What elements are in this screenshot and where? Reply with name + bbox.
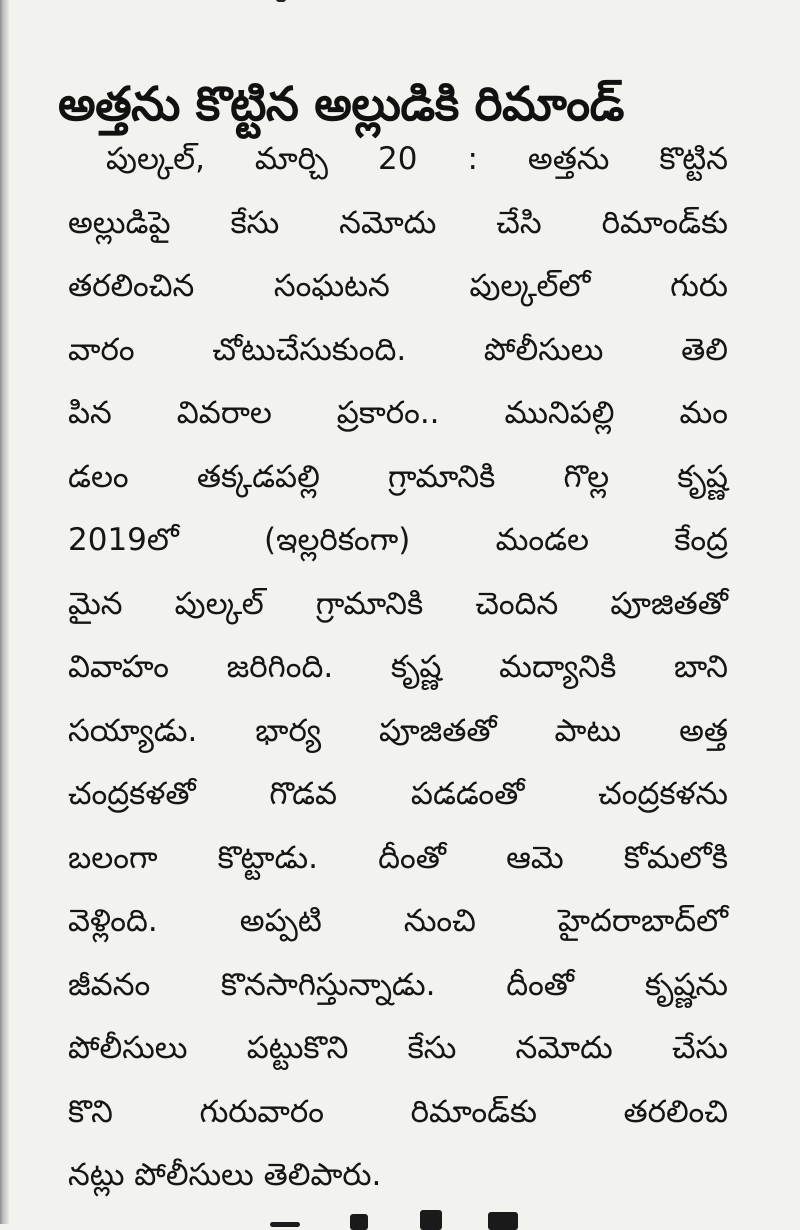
- article-line: వారం చోటుచేసుకుంది. పోలీసులు తెలి: [68, 331, 728, 368]
- article-line: మైన పుల్కల్ గ్రామానికి చెందిన పూజితతో: [68, 585, 728, 622]
- article-line: పుల్కల్, మార్చి 20 : అత్తను కొట్టిన: [106, 141, 728, 177]
- article-line: వివాహం జరిగింది. కృష్ణ మద్యానికి బాని: [68, 649, 728, 685]
- article-line: సయ్యాడు. భార్య పూజితతో పాటు అత్త: [68, 712, 728, 749]
- article-line: చంద్రకళతో గొడవ పడడంతో చంద్రకళను: [68, 776, 728, 812]
- article-line: పోలీసులు పట్టుకొని కేసు నమోదు చేసు: [68, 1030, 728, 1066]
- article-line: జీవనం కొనసాగిస్తున్నాడు. దీంతో కృష్ణను: [68, 966, 728, 1003]
- next-article-fragment: [270, 1210, 530, 1230]
- headline: అత్తను కొట్టిన అల్లుడికి రిమాండ్: [58, 77, 624, 133]
- article-line: అల్లుడిపై కేసు నమోదు చేసి రిమాండ్‌కు: [68, 204, 728, 241]
- article-line: డలం తక్కడపల్లి గ్రామానికి గొల్ల కృష్ణ: [68, 458, 728, 495]
- article-line: నట్లు పోలీసులు తెలిపారు.: [68, 1157, 382, 1193]
- article-line: బలంగా కొట్టాడు. దీంతో ఆమె కోమలోకి: [68, 839, 728, 876]
- article-line: 2019లో (ఇల్లరికంగా) మండల కేంద్ర: [68, 522, 728, 558]
- article-line: తరలించిన సంఘటన పుల్కల్‌లో గురు: [68, 268, 728, 304]
- article-line: కొని గురువారం రిమాండ్‌కు తరలించి: [68, 1093, 728, 1130]
- column-divider: [0, 0, 9, 1224]
- article-line: పిన వివరాల ప్రకారం.. మునిపల్లి మం: [68, 395, 728, 431]
- article-body: [68, 128, 728, 1193]
- article-line: వెళ్లింది. అప్పటి నుంచి హైదరాబాద్‌లో: [68, 903, 728, 939]
- previous-article-fragment: [250, 0, 370, 10]
